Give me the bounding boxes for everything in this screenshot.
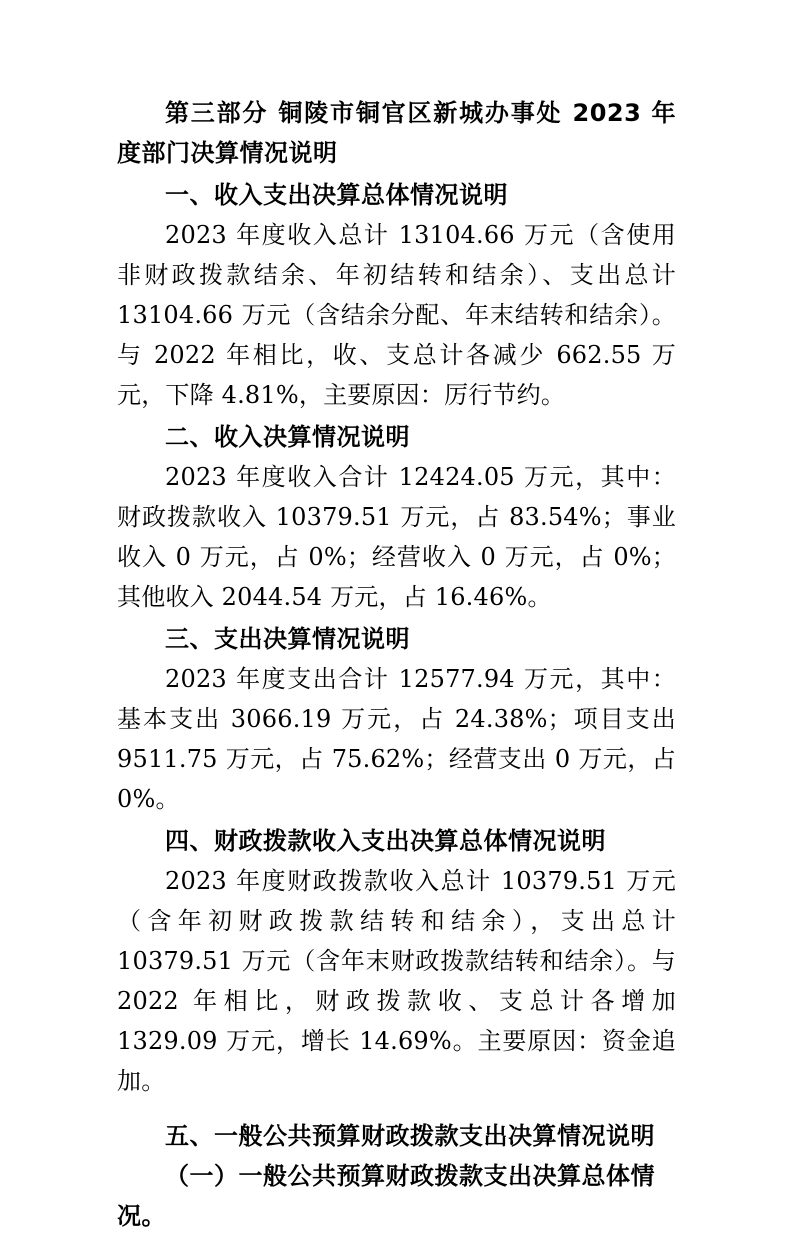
section-5-subheading: （一）一般公共预算财政拨款支出决算总体情况。 [117, 1161, 655, 1230]
document-title: 第三部分 铜陵市铜官区新城办事处 2023 年度部门决算情况说明 [117, 99, 676, 167]
section-5-heading: 五、一般公共预算财政拨款支出决算情况说明 [165, 1122, 655, 1150]
section-fiscal-appropriation-overview [117, 821, 676, 1101]
section-income-expenditure-overview [117, 175, 676, 415]
section-3-paragraph: 2023 年度支出合计 12577.94 万元，其中：基本支出 3066.19 万元，占 24.38%；项目支出 9511.75 万元，占 75.62%；经营支出 0 万元，占 0%。 [117, 665, 676, 813]
section-expenditure-detail [117, 619, 676, 819]
section-1-paragraph: 2023 年度收入总计 13104.66 万元（含使用非财政拨款结余、年初结转和结余）、支出总计 13104.66 万元（含结余分配、年末结转和结余）。与 2022 年相比，收、支总计各减少 662.55 万元，下降 4.81%，主要原因：厉行节约。 [117, 221, 676, 409]
section-public-budget-expenditure [117, 1116, 676, 1236]
section-1-heading: 一、收入支出决算总体情况说明 [165, 181, 508, 209]
section-4-heading: 四、财政拨款收入支出决算总体情况说明 [165, 827, 606, 855]
section-2-paragraph: 2023 年度收入合计 12424.05 万元，其中：财政拨款收入 10379.51 万元，占 83.54%；事业收入 0 万元，占 0%；经营收入 0 万元，占 0%；其他收入 2044.54 万元，占 16.46%。 [117, 463, 676, 611]
section-4-paragraph: 2023 年度财政拨款收入总计 10379.51 万元（含年初财政拨款结转和结余），支出总计 10379.51 万元（含年末财政拨款结转和结余）。与 2022 年相比，财政拨款收、支总计各增加 1329.09 万元，增长 14.69%。主要原因：资金追加。 [117, 867, 676, 1095]
section-revenue-detail [117, 417, 676, 617]
section-3-heading: 三、支出决算情况说明 [165, 625, 410, 653]
section-2-heading: 二、收入决算情况说明 [165, 423, 410, 451]
